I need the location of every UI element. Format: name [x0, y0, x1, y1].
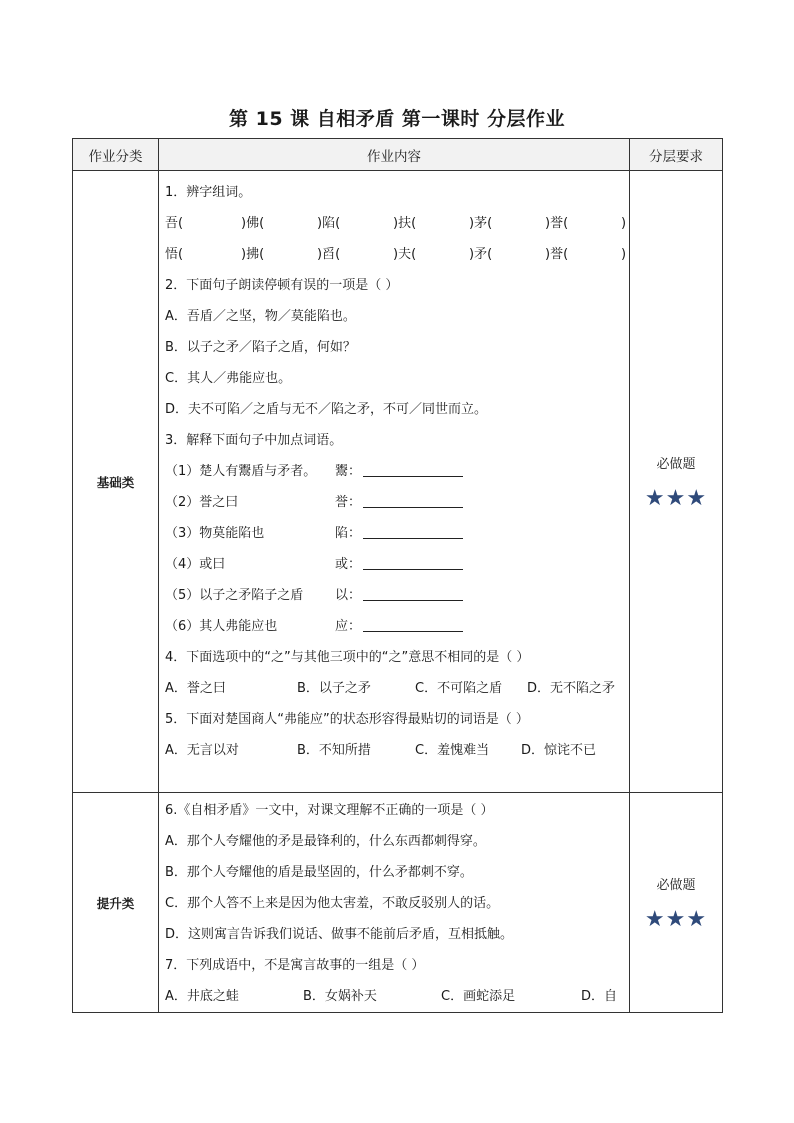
star-rating-icon: ★★★	[644, 485, 708, 511]
category-advanced: 提升类	[73, 793, 159, 1013]
option-7a: A．井底之蛙	[165, 989, 239, 1004]
option-4a: A．誉之曰	[165, 681, 226, 696]
category-basic: 基础类	[73, 171, 159, 793]
definition-sentence: （6）其人弗能应也	[165, 619, 278, 634]
definition-word: 鬻：	[335, 456, 463, 487]
char-cell: )陷(	[317, 216, 341, 231]
option-4d: D．无不陷之矛	[527, 681, 616, 696]
option-7b: B．女娲补天	[303, 989, 377, 1004]
question-4: 4．下面选项中的“之”与其他三项中的“之”意思不相同的是（ ）	[165, 650, 530, 665]
option-2b: B．以子之矛／陷子之盾，何如？	[165, 340, 356, 355]
definition-word: 誉：	[335, 487, 463, 518]
char-cell: )	[621, 216, 627, 231]
requirement-label: 必做题	[656, 877, 696, 893]
definition-word: 以：	[335, 580, 463, 611]
table-row-advanced	[73, 793, 723, 1013]
homework-table	[72, 138, 723, 1013]
definition-row	[165, 611, 623, 642]
char-row-1	[165, 208, 627, 239]
question-5: 5．下面对楚国商人“弗能应”的状态形容得最贴切的词语是（ ）	[165, 712, 529, 727]
question-6: 6.《自相矛盾》一文中，对课文理解不正确的一项是（ ）	[165, 803, 494, 818]
char-cell: 吾(	[165, 216, 184, 231]
definition-sentence: （4）或曰	[165, 557, 226, 572]
definition-sentence: （3）物莫能陷也	[165, 526, 265, 541]
content-advanced	[159, 793, 630, 1013]
option-6b: B．那个人夸耀他的盾是最坚固的，什么矛都刺不穿。	[165, 865, 473, 880]
page-title: 第 15 课 自相矛盾 第一课时 分层作业	[228, 108, 565, 130]
option-7d: D．自	[581, 989, 618, 1004]
char-row-2	[165, 239, 627, 270]
option-5c: C．羞愧难当	[415, 743, 490, 758]
char-cell: )矛(	[469, 247, 493, 262]
char-cell: )拂(	[241, 247, 265, 262]
char-cell: )	[621, 247, 627, 262]
content-basic	[159, 171, 630, 793]
definition-row	[165, 456, 623, 487]
question-3: 3．解释下面句子中加点词语。	[165, 433, 343, 448]
char-cell: )誉(	[545, 247, 569, 262]
char-cell: )舀(	[317, 247, 341, 262]
option-4b: B．以子之矛	[297, 681, 371, 696]
question-2: 2．下面句子朗读停顿有误的一项是（ ）	[165, 278, 399, 293]
header-content: 作业内容	[159, 139, 630, 171]
option-5a: A．无言以对	[165, 743, 239, 758]
option-7c: C．画蛇添足	[441, 989, 516, 1004]
options-5	[165, 735, 623, 766]
option-6a: A．那个人夸耀他的矛是最锋利的，什么东西都刺得穿。	[165, 834, 486, 849]
table-header-row	[73, 139, 723, 171]
option-5d: D．惊诧不已	[521, 743, 597, 758]
answer-blank[interactable]	[363, 524, 463, 539]
requirement-label: 必做题	[656, 456, 696, 472]
answer-blank[interactable]	[363, 462, 463, 477]
char-cell: )佛(	[241, 216, 265, 231]
option-2d: D．夫不可陷／之盾与无不／陷之矛，不可／同世而立。	[165, 402, 488, 417]
answer-blank[interactable]	[363, 493, 463, 508]
option-6c: C．那个人答不上来是因为他太害羞，不敢反驳别人的话。	[165, 896, 500, 911]
option-4c: C．不可陷之盾	[415, 681, 503, 696]
question-1: 1．辨字组词。	[165, 185, 252, 200]
char-cell: )茅(	[469, 216, 493, 231]
answer-blank[interactable]	[363, 555, 463, 570]
answer-blank[interactable]	[363, 586, 463, 601]
table-row-basic	[73, 171, 723, 793]
definition-word: 应：	[335, 611, 463, 642]
option-2c: C．其人／弗能应也。	[165, 371, 292, 386]
requirement-advanced	[630, 793, 723, 1013]
option-6d: D．这则寓言告诉我们说话、做事不能前后矛盾，互相抵触。	[165, 927, 514, 942]
char-cell: )誉(	[545, 216, 569, 231]
definition-word: 或：	[335, 549, 463, 580]
options-4	[165, 673, 623, 704]
definition-row	[165, 487, 623, 518]
definition-sentence: （1）楚人有鬻盾与矛者。	[165, 464, 317, 479]
definition-sentence: （2）誉之曰	[165, 495, 239, 510]
definition-row	[165, 518, 623, 549]
star-rating-icon: ★★★	[644, 906, 708, 932]
char-cell: )扶(	[393, 216, 417, 231]
header-category: 作业分类	[73, 139, 159, 171]
question-7: 7．下列成语中，不是寓言故事的一组是（ ）	[165, 958, 425, 973]
options-7	[165, 981, 623, 1012]
answer-blank[interactable]	[363, 617, 463, 632]
definition-row	[165, 580, 623, 611]
definition-row	[165, 549, 623, 580]
header-requirement: 分层要求	[630, 139, 723, 171]
char-cell: )夫(	[393, 247, 417, 262]
definition-sentence: （5）以子之矛陷子之盾	[165, 588, 304, 603]
char-cell: 悟(	[165, 247, 184, 262]
option-5b: B．不知所措	[297, 743, 371, 758]
definition-word: 陷：	[335, 518, 463, 549]
option-2a: A．吾盾／之坚，物／莫能陷也。	[165, 309, 356, 324]
